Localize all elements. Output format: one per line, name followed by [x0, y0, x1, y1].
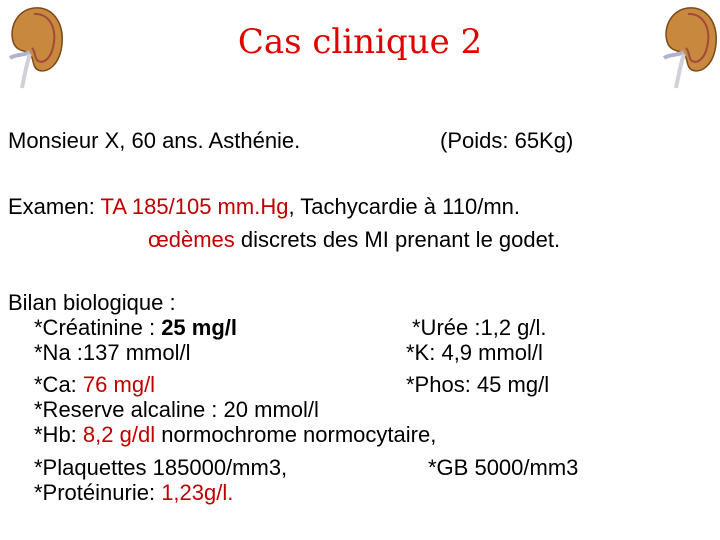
proteinurie-label: *Protéinurie: — [34, 480, 162, 505]
ca-label: *Ca: — [34, 372, 83, 397]
gb-line: *GB 5000/mm3 — [428, 455, 579, 480]
slide-title: Cas clinique 2 — [237, 22, 483, 62]
patient-info: Monsieur X, 60 ans. Asthénie. — [8, 128, 301, 153]
creatinine-label: *Créatinine : — [34, 315, 162, 340]
proteinurie-line — [34, 480, 233, 505]
k-line: *K: 4,9 mmol/l — [406, 340, 543, 365]
exam-label: Examen: — [8, 194, 101, 219]
creatinine-line — [34, 315, 237, 340]
creatinine-value: 25 mg/l — [161, 315, 237, 340]
hb-line — [34, 422, 436, 447]
exam-line-2 — [148, 227, 560, 253]
patient-weight: (Poids: 65Kg) — [440, 128, 574, 153]
oedemes-detail: discrets des MI prenant le godet. — [234, 227, 561, 252]
bilan-heading: Bilan biologique : — [8, 290, 176, 315]
phos-line: *Phos: 45 mg/l — [406, 372, 550, 397]
proteinurie-value: 1,23g/l. — [161, 480, 234, 505]
hb-description: normochrome normocytaire, — [155, 422, 437, 447]
uree-line: *Urée :1,2 g/l. — [412, 315, 547, 340]
plaquettes-line: *Plaquettes 185000/mm3, — [34, 455, 288, 480]
ca-line — [34, 372, 155, 397]
na-line: *Na :137 mmol/l — [34, 340, 191, 365]
hb-value: 8,2 g/dl — [82, 422, 156, 447]
ta-value: TA 185/105 mm.Hg — [100, 194, 289, 219]
ca-value: 76 mg/l — [82, 372, 156, 397]
exam-line-1 — [8, 194, 520, 220]
reserve-line: *Reserve alcaline : 20 mmol/l — [34, 397, 319, 422]
oedemes-term: œdèmes — [148, 227, 235, 252]
hb-label: *Hb: — [34, 422, 83, 447]
exam-tachycardia: , Tachycardie à 110/mn. — [288, 194, 520, 219]
